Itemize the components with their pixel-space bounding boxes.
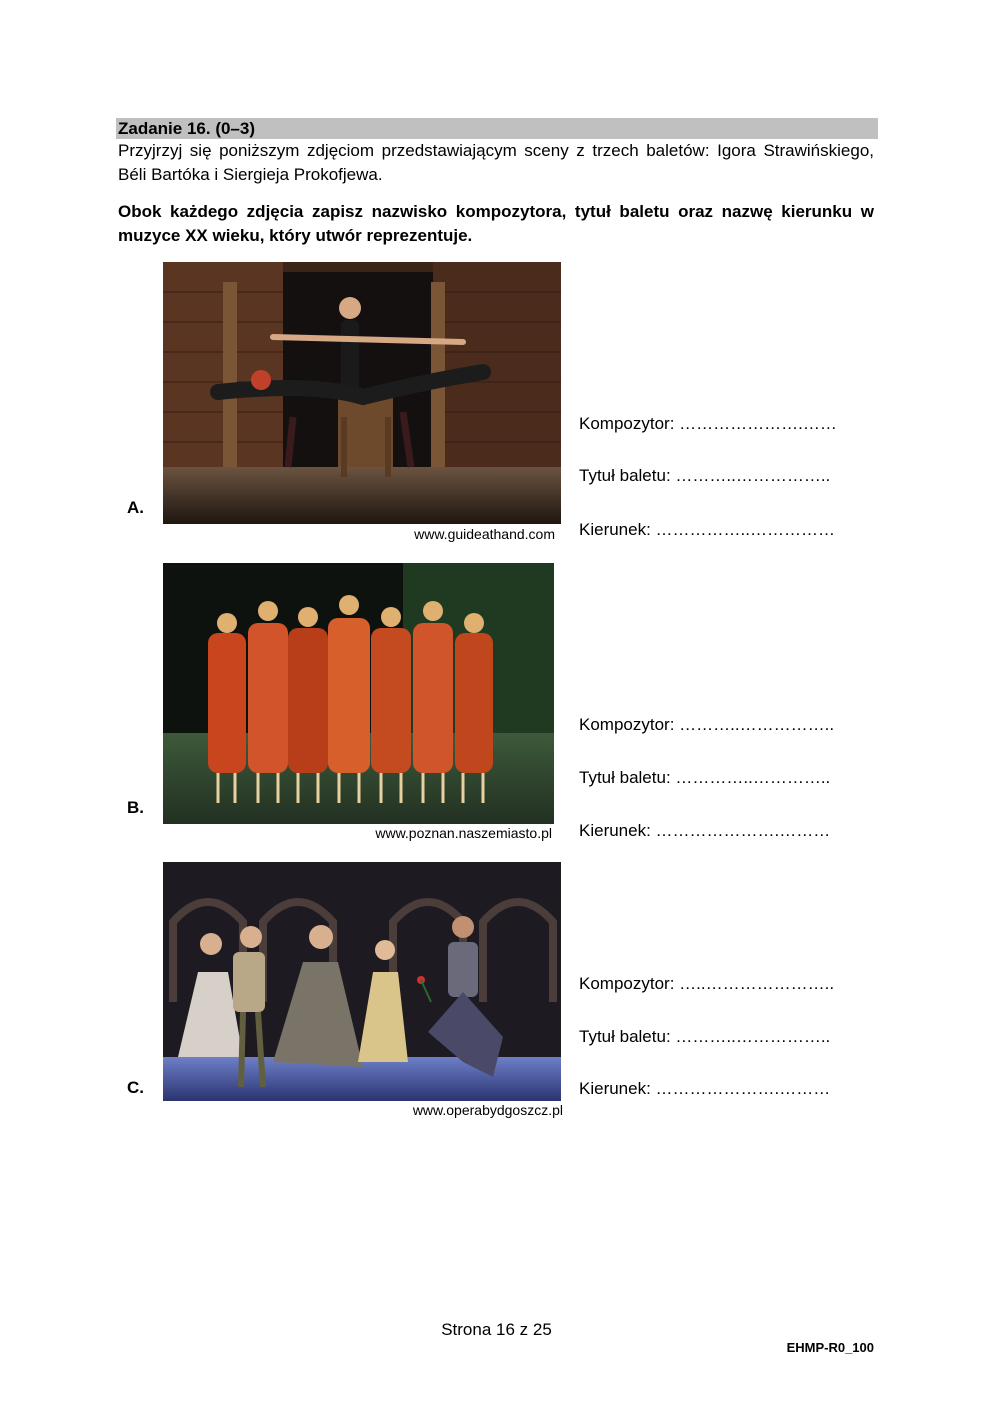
direction-field-a: Kierunek: ……………..…………… [579,520,835,539]
photo-credit-c: www.operabydgoszcz.pl [412,1102,563,1118]
document-code: EHMP-R0_100 [786,1340,874,1355]
composer-field-c: Kompozytor: …..………………….. [579,974,835,993]
title-field-b: Tytuł baletu: …………..………….. [579,768,831,787]
section-label-c: C. [127,1078,144,1097]
section-label-a: A. [127,498,144,517]
task-intro: Przyjrzyj się poniższym zdjęciom przedstawiającym sceny z trzech baletów: Igora Strawińskiego, Béli Bartóka i Siergieja Prokofjewa. [118,141,874,184]
direction-field-b: Kierunek: ………………….……… [579,821,831,840]
photo-credit-b: www.poznan.naszemiasto.pl [375,825,552,841]
title-field-c: Tytuł baletu: ………..…………….. [579,1027,831,1046]
ballet-photo-a [163,262,561,524]
direction-field-c: Kierunek: ………………….……… [579,1079,831,1098]
ballet-photo-c [163,862,561,1101]
section-label-b: B. [127,798,144,817]
composer-field-b: Kompozytor: ………..…………….. [579,715,835,734]
title-field-a: Tytuł baletu: ………..…………….. [579,466,831,485]
ballet-photo-b [163,563,554,824]
task-instruction: Obok każdego zdjęcia zapisz nazwisko kompozytora, tytuł baletu oraz nazwę kierunku w muzyce XX wieku, który utwór reprezentuje. [118,202,874,245]
page-number: Strona 16 z 25 [441,1320,552,1339]
task-header: Zadanie 16. (0–3) [116,118,878,139]
photo-credit-a: www.guideathand.com [414,526,555,542]
composer-field-a: Kompozytor: ………………….…… [579,414,837,433]
